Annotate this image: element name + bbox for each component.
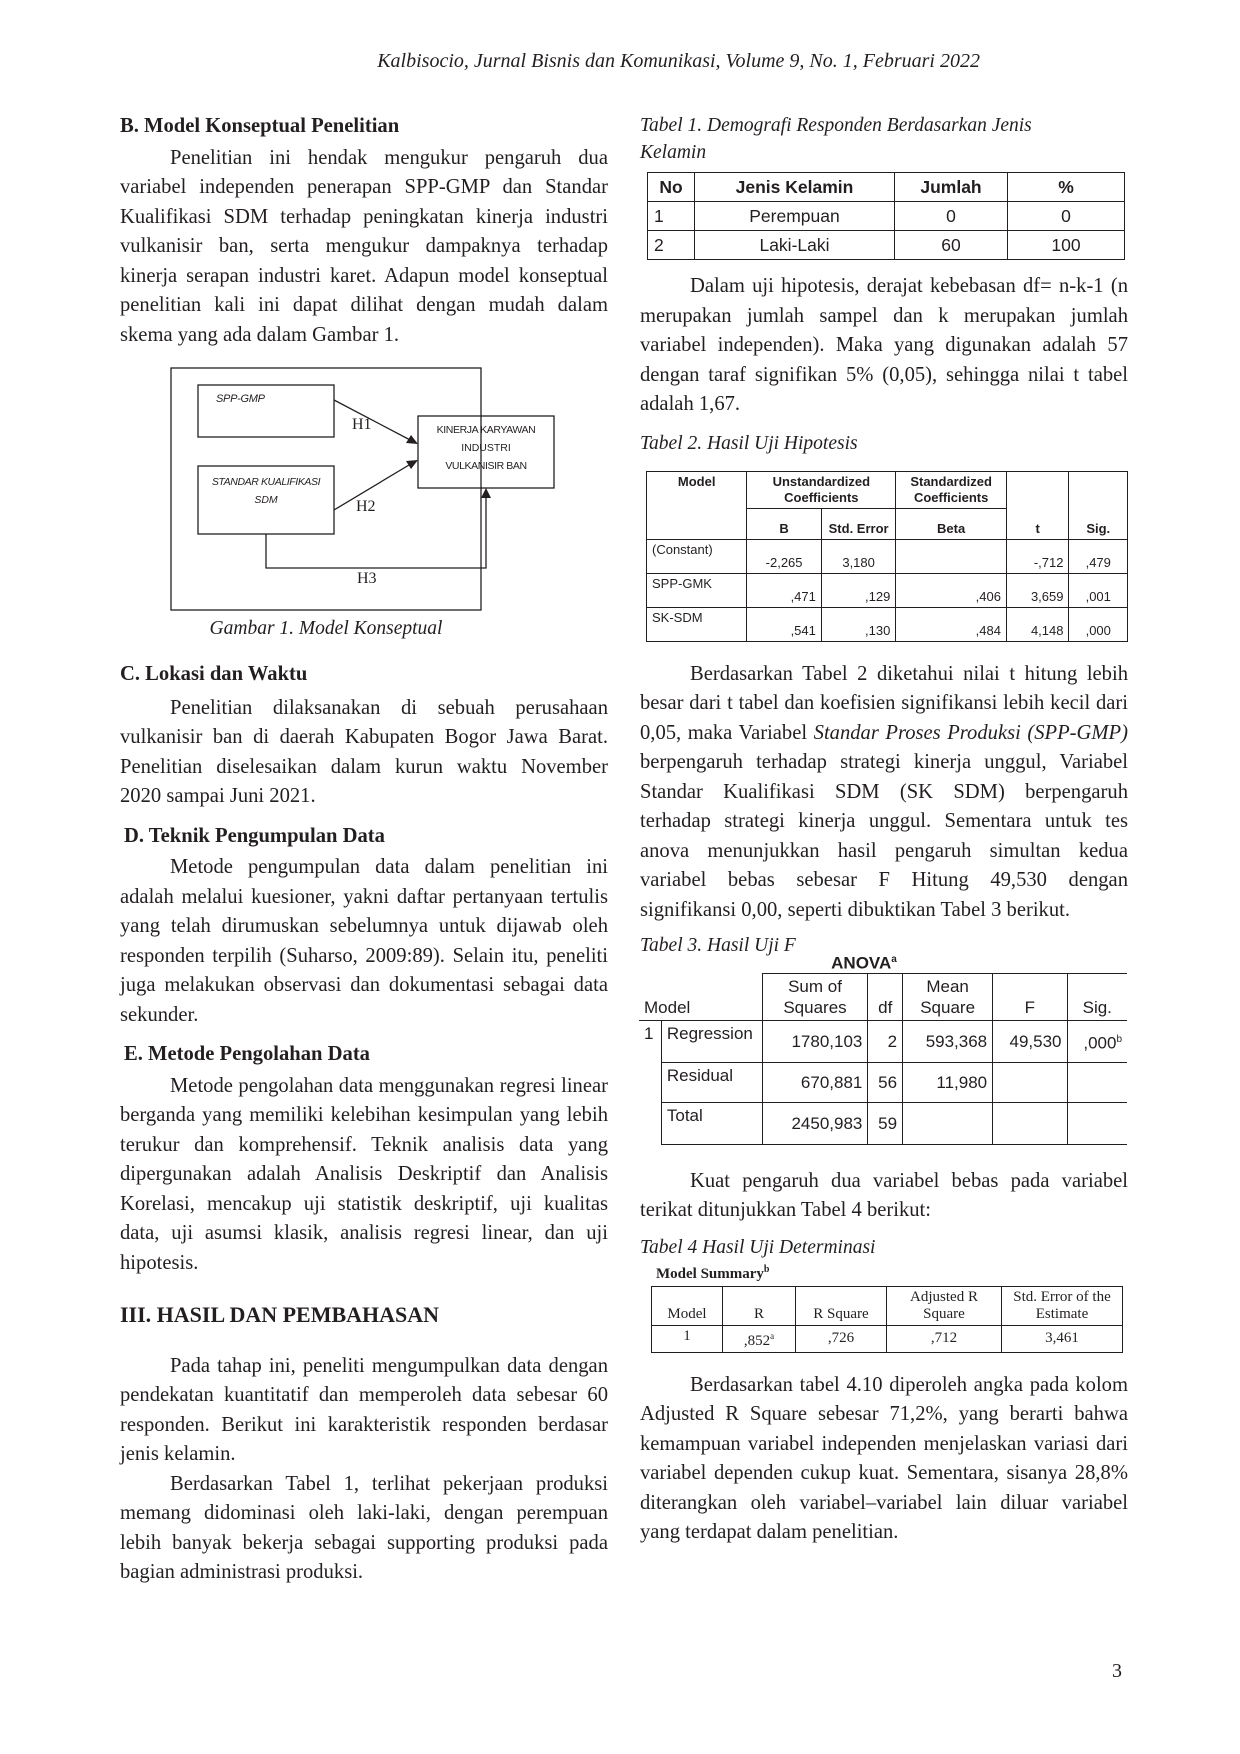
table-cell: 1: [648, 202, 695, 231]
table-cell: [723, 1325, 796, 1352]
table-cell: [896, 539, 1007, 573]
table4: [651, 1286, 1123, 1353]
kinerja-label-3: VULKANISIR BAN: [445, 460, 527, 472]
table-cell: 0: [1008, 202, 1125, 231]
table-cell: 2: [648, 231, 695, 260]
table4-caption: Tabel 4 Hasil Uji Determinasi: [640, 1236, 876, 1258]
section-b-heading: B. Model Konseptual Penelitian: [120, 115, 400, 137]
table2-header-standardized: Standardized Coefficients: [896, 471, 1007, 508]
table-cell: -2,265: [747, 539, 822, 573]
table4-header-std-error: Std. Error of the Estimate: [1002, 1286, 1123, 1325]
table4-header-r: R: [723, 1286, 796, 1325]
table3-header-sum-of-squares: Sum of Squares: [762, 973, 868, 1020]
table-cell: ,712: [887, 1325, 1002, 1352]
table3-header-model: Model: [639, 973, 762, 1020]
table1-header-jenis-kelamin: Jenis Kelamin: [695, 173, 895, 202]
section-c-heading: C. Lokasi dan Waktu: [120, 663, 308, 685]
section-d-paragraph: Metode pengumpulan data dalam penelitian ini adalah melalui kuesioner, yakni daftar pertanyaan tertulis yang telah dirumuskan sebelumnya untuk dijawab oleh responden terpilih (Suharso, 2009:89). Selain itu, peneliti juga melakukan observasi dan dokumentasi sebagai data sekunder.: [120, 856, 608, 1026]
table-cell: SPP-GMK: [647, 573, 747, 607]
section-b-paragraph: Penelitian ini hendak mengukur pengaruh dua variabel independen penerapan SPP-GMP dan Standar Kualifikasi SDM terhadap peningkatan kinerja industri vulkanisir ban, serta mengukur dampaknya terhadap kinerja serapan industri karet. Adapun model konseptual penelitian kali ini dapat dilihat dengan mudah dalam skema yang ada dalam Gambar 1.: [120, 146, 608, 346]
table2-discussion-paragraph: [640, 660, 1128, 926]
model-summary-title-text: Model Summary: [656, 1265, 764, 1282]
table2-discussion-italic: Standar Proses Produksi (SPP-GMP): [813, 721, 1128, 744]
section-iii-heading: III. HASIL DAN PEMBAHASAN: [120, 1302, 440, 1327]
table2: [646, 471, 1128, 642]
table-cell: -,712: [1006, 539, 1069, 573]
table4-header-model: Model: [652, 1286, 723, 1325]
table-cell: 593,368: [903, 1020, 993, 1062]
section-iii-paragraph-2: Berdasarkan Tabel 1, terlihat pekerjaan produksi memang didominasi oleh laki-laki, dengan perempuan lebih banyak bekerja sebagai supporting produksi pada bagian administrasi produksi.: [120, 1472, 608, 1583]
right-column: [640, 112, 1128, 1548]
table2-discussion-text-b: berpengaruh terhadap strategi kinerja unggul, Variabel Standar Kualifikasi SDM (SK SDM) berpengaruh terhadap strategi kinerja unggul. Sementara untuk tes anova menunjukkan hasil pengaruh simultan kedua variabel bebas sebesar F Hitung 49,530 dengan signifikansi 0,00, seperti dibuktikan Tabel 3 berikut.: [640, 751, 1128, 921]
table-cell: [1067, 1102, 1127, 1144]
table-cell: [993, 1062, 1067, 1102]
table2-header-b: B: [747, 508, 822, 539]
table-row: [647, 539, 1128, 573]
h3-arrowhead: [481, 488, 491, 498]
table4-header-adjusted-r-square: Adjusted R Square: [887, 1286, 1002, 1325]
table-cell: (Constant): [647, 539, 747, 573]
table-cell: ,130: [821, 607, 895, 641]
table-cell: 0: [895, 202, 1008, 231]
table-row: [647, 607, 1128, 641]
table2-caption: Tabel 2. Hasil Uji Hipotesis: [640, 432, 858, 454]
table-row: [648, 202, 1125, 231]
final-paragraph: Berdasarkan tabel 4.10 diperoleh angka pada kolom Adjusted R Square sebesar 71,2%, yang berarti bahwa kemampuan variabel independen menjelaskan variasi dari variabel dependen cukup kuat. Sementara, sisanya 28,8% diterangkan oleh variabel–variabel lain diluar variabel yang terdapat dalam penelitian.: [640, 1373, 1128, 1544]
table-cell: ,726: [796, 1325, 887, 1352]
table-row: [647, 573, 1128, 607]
anova-title-sup: a: [891, 954, 897, 965]
kinerja-label-2: INDUSTRI: [461, 442, 511, 454]
h3-label: H3: [357, 570, 377, 587]
h2-arrowhead: [406, 460, 418, 469]
table-cell: 2450,983: [762, 1102, 868, 1144]
anova-title-text: ANOVA: [831, 953, 892, 973]
table-row: [639, 1020, 1127, 1062]
table-cell: ,484: [896, 607, 1007, 641]
table-cell: [993, 1102, 1067, 1144]
table-cell: ,471: [747, 573, 822, 607]
table-cell: 1: [652, 1325, 723, 1352]
section-iii-paragraph-1: Pada tahap ini, peneliti mengumpulkan data dengan pendekatan kuantitatif dan memperoleh data sebesar 60 responden. Berikut ini karakteristik responden berdasar jenis kelamin.: [120, 1354, 608, 1465]
table-cell: 60: [895, 231, 1008, 260]
model-summary-title: [656, 1260, 1128, 1284]
table-cell: ,541: [747, 607, 822, 641]
table-cell: 1780,103: [762, 1020, 868, 1062]
model-summary-title-sup: b: [763, 1263, 770, 1275]
table-cell: 56: [868, 1062, 903, 1102]
table-cell: 3,659: [1006, 573, 1069, 607]
table3-caption: Tabel 3. Hasil Uji F: [640, 935, 796, 956]
table4-r-sup: a: [770, 1330, 775, 1341]
spp-gmp-label: SPP-GMP: [216, 393, 265, 405]
table3-sig-sup: b: [1116, 1033, 1122, 1045]
table-cell: SK-SDM: [647, 607, 747, 641]
table-cell: 11,980: [903, 1062, 993, 1102]
table-cell: Regression: [661, 1020, 762, 1062]
section-c-paragraph: Penelitian dilaksanakan di sebuah perusahaan vulkanisir ban di daerah Kabupaten Bogor Jawa Barat. Penelitian diselesaikan dalam kurun waktu November 2020 sampai Juni 2021.: [120, 696, 608, 807]
table-cell: 670,881: [762, 1062, 868, 1102]
table-cell: ,001: [1069, 573, 1128, 607]
table3-header-sig: Sig.: [1067, 973, 1127, 1020]
table-cell: ,000: [1069, 607, 1128, 641]
table2-header-std-error: Std. Error: [821, 508, 895, 539]
table-cell: 4,148: [1006, 607, 1069, 641]
section-d-heading: D. Teknik Pengumpulan Data: [124, 824, 385, 847]
table3-model-number: 1: [639, 1020, 661, 1144]
table1-caption: Tabel 1. Demografi Responden Berdasarkan Jenis Kelamin: [640, 115, 1032, 163]
table-cell: 49,530: [993, 1020, 1067, 1062]
table2-header-sig: Sig.: [1069, 471, 1128, 539]
table-row: [639, 1102, 1127, 1144]
h1-arrow: [334, 400, 414, 442]
h2-label: H2: [356, 498, 376, 515]
kinerja-label-1: KINERJA KARYAWAN: [436, 424, 536, 436]
table-cell: Laki-Laki: [695, 231, 895, 260]
table3-header-mean-square: Mean Square: [903, 973, 993, 1020]
section-e-heading: E. Metode Pengolahan Data: [124, 1043, 370, 1065]
figure-caption: Gambar 1. Model Konseptual: [209, 618, 443, 639]
table4-r-value: ,852: [743, 1332, 771, 1349]
table-cell: Total: [661, 1102, 762, 1144]
table-cell: 3,180: [821, 539, 895, 573]
standar-kualifikasi-label-2: SDM: [254, 494, 278, 506]
table1-header-no: No: [648, 173, 695, 202]
table-cell: Residual: [661, 1062, 762, 1102]
table-row: [652, 1325, 1123, 1352]
table-header-row: [652, 1286, 1123, 1325]
table-row: [648, 231, 1125, 260]
table1-header-percent: %: [1008, 173, 1125, 202]
table-cell: 100: [1008, 231, 1125, 260]
table4-intro-paragraph: Kuat pengaruh dua variabel bebas pada variabel terikat ditunjukkan Tabel 4 berikut:: [640, 1169, 1128, 1222]
table-cell: ,406: [896, 573, 1007, 607]
journal-header: Kalbisocio, Jurnal Bisnis dan Komunikasi, Volume 9, No. 1, Februari 2022: [377, 50, 980, 72]
degrees-of-freedom-paragraph: Dalam uji hipotesis, derajat kebebasan df= n-k-1 (n merupakan jumlah sampel dan k merupakan jumlah variabel independen). Maka yang digunakan adalah 57 dengan taraf signifikan 5% (0,05), sehingga nilai t tabel adalah 1,67.: [640, 275, 1128, 415]
table-cell: 59: [868, 1102, 903, 1144]
table-cell: ,129: [821, 573, 895, 607]
table-cell: ,479: [1069, 539, 1128, 573]
table-header-row: [647, 471, 1128, 508]
table3: [639, 973, 1127, 1145]
table3-sig-value: ,000: [1083, 1033, 1117, 1053]
table-row: [639, 1062, 1127, 1102]
table-header-row: [639, 973, 1127, 1020]
left-column: [120, 112, 608, 1588]
table1: [647, 172, 1125, 260]
h1-label: H1: [352, 416, 372, 433]
page-number: 3: [1112, 1660, 1122, 1682]
table-cell: Perempuan: [695, 202, 895, 231]
conceptual-model-figure: [120, 360, 608, 660]
table-header-row: [648, 173, 1125, 202]
table2-header-beta: Beta: [896, 508, 1007, 539]
table2-discussion-text-a: Berdasarkan Tabel 2 diketahui nilai t hitung lebih besar dari t tabel dan koefisien signifikansi lebih kecil dari 0,05, maka Variabel: [640, 662, 1128, 744]
table3-header-df: df: [868, 973, 903, 1020]
table4-header-r-square: R Square: [796, 1286, 887, 1325]
table-cell: 3,461: [1002, 1325, 1123, 1352]
table1-header-jumlah: Jumlah: [895, 173, 1008, 202]
table2-header-t: t: [1006, 471, 1069, 539]
section-e-paragraph: Metode pengolahan data menggunakan regresi linear berganda yang memiliki kelebihan kesimpulan yang lebih terukur dan komprehensif. Teknik analisis data yang dipergunakan adalah Analisis Deskriptif dan Analisis Korelasi, mencakup uji statistik deskriptif, uji kualitas data, uji asumsi klasik, analisis regresi linear, dan uji hipotesis.: [120, 1074, 608, 1274]
h1-arrowhead: [406, 435, 418, 444]
table-cell: 2: [868, 1020, 903, 1062]
table-cell: [1067, 1020, 1127, 1062]
table2-header-model: Model: [647, 471, 747, 539]
table-cell: [903, 1102, 993, 1144]
standar-kualifikasi-label-1: STANDAR KUALIFIKASI: [211, 476, 321, 488]
table2-header-unstandardized: Unstandardized Coefficients: [747, 471, 896, 508]
table-cell: [1067, 1062, 1127, 1102]
table3-header-f: F: [993, 973, 1067, 1020]
